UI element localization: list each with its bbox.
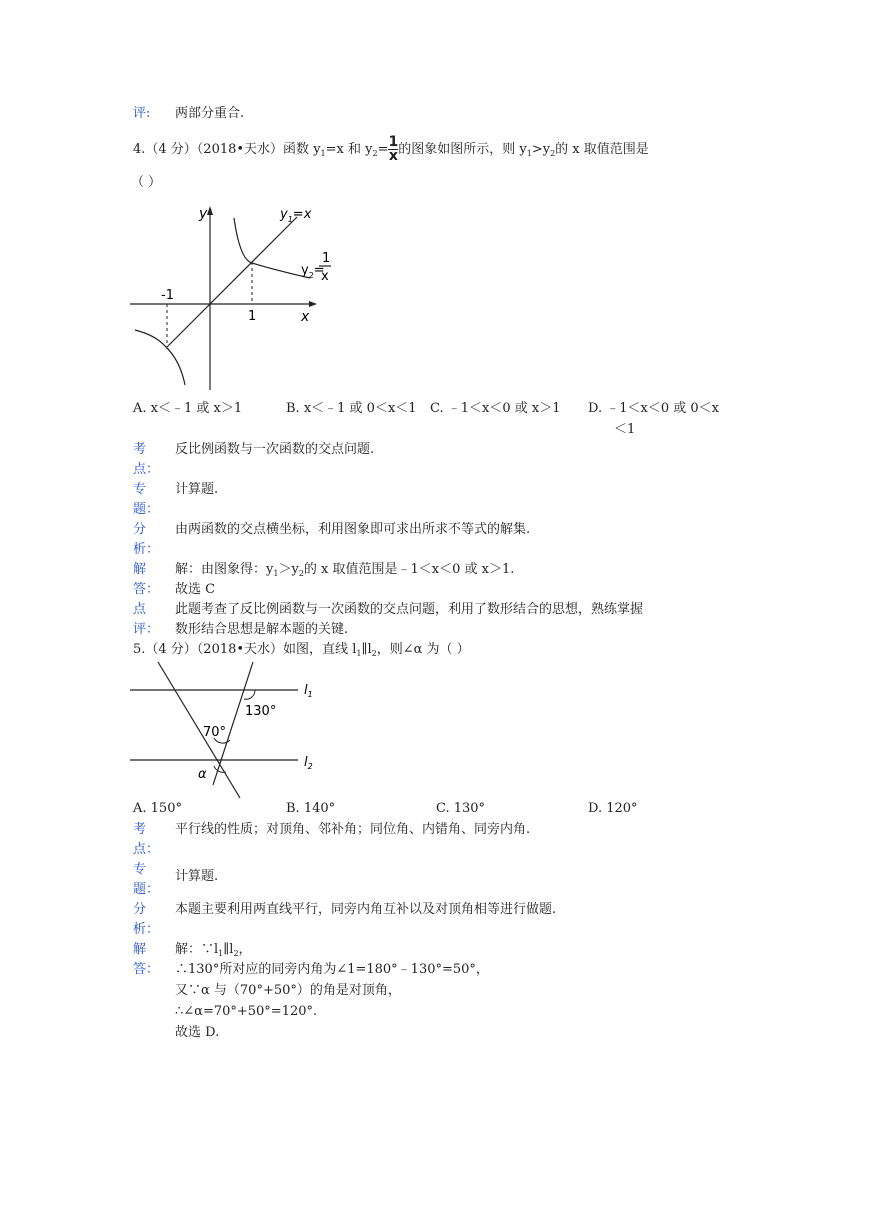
q5-zhuanti-text: 计算题. bbox=[175, 869, 219, 884]
curve-label: $y_2=$ bbox=[301, 263, 325, 280]
q4-jieda-line2: 故选 C bbox=[175, 582, 216, 597]
line-label: $y_1=x$ bbox=[280, 207, 312, 224]
q4-stem: 4.（4 分）（2018•天水）函数 $y_1=x$ 和 $y_2=$ $\frac{1}{x}$ 的图象如图所示，则 $y_1>y_2$的 x 取值范围是 bbox=[133, 134, 649, 164]
q5-stem: 5.（4 分）（2018•天水）如图，直线 $l_1\parallel l_2$，则∠α 为（ ） bbox=[133, 642, 470, 658]
label-70-degrees: 70° bbox=[203, 725, 227, 740]
q5-fenxi-label2: 析： bbox=[133, 922, 160, 937]
q5-kaodian-label: 考 bbox=[133, 822, 147, 837]
q4-dianping-label2: 评： bbox=[133, 622, 160, 637]
q5-jieda-line1: 解：$\because l_1\parallel l_2$， bbox=[175, 942, 252, 958]
q5-jieda-line2: ∴130°所对应的同旁内角为∠1=180°﹣130°=50°， bbox=[175, 962, 489, 977]
q5-kaodian-label2: 点： bbox=[133, 842, 160, 857]
label-alpha: α bbox=[198, 767, 207, 782]
q4-fenxi-label: 分 bbox=[133, 522, 147, 537]
hyperbola-branch-left bbox=[135, 330, 185, 385]
q4-function-graph bbox=[125, 200, 340, 395]
q5-option-c: C. 130° bbox=[436, 801, 486, 816]
q4-zhuanti-label: 专 bbox=[133, 482, 147, 497]
transversal-right bbox=[213, 662, 253, 785]
tick-label-1: 1 bbox=[248, 309, 257, 324]
q5-jieda-label2: 答： bbox=[133, 962, 160, 977]
q5-fenxi-label: 分 bbox=[133, 902, 147, 917]
q5-jieda-line5: 故选 D. bbox=[175, 1025, 220, 1040]
q4-kaodian-label: 考 bbox=[133, 442, 147, 457]
q5-option-b: B. 140° bbox=[286, 801, 336, 816]
label-130-degrees: 130° bbox=[245, 704, 277, 719]
q4-zhuanti-label2: 题： bbox=[133, 502, 160, 517]
x-axis-arrow-icon bbox=[309, 301, 317, 307]
q5-zhuanti-label2: 题： bbox=[133, 882, 160, 897]
q5-option-a: A. 150° bbox=[133, 801, 182, 816]
q4-jieda-line1: 解：由图象得：$y_1>y_2$的 x 取值范围是﹣1＜x＜0 或 x＞1. bbox=[175, 562, 515, 578]
q4-fenxi-label2: 析： bbox=[133, 542, 160, 557]
q5-jieda-line4: ∴∠α=70°+50°=120°. bbox=[175, 1004, 318, 1019]
q4-option-c: C. ﹣1＜x＜0 或 x＞1 bbox=[430, 401, 561, 416]
fraction-1-over-x: $\frac{1}{x}$ bbox=[388, 134, 399, 164]
q4-fenxi-text: 由两函数的交点横坐标，利用图象即可求出所求不等式的解集. bbox=[175, 522, 531, 537]
arc-130 bbox=[244, 690, 255, 699]
y-axis-label: y bbox=[199, 206, 208, 222]
q5-option-d: D. 120° bbox=[588, 801, 638, 816]
q4-dianping-label: 点 bbox=[133, 602, 147, 617]
q4-zhuanti-text: 计算题. bbox=[175, 482, 219, 497]
q5-kaodian-text: 平行线的性质；对顶角、邻补角；同位角、内错角、同旁内角. bbox=[175, 822, 531, 837]
curve-frac-den: x bbox=[321, 269, 329, 284]
q4-option-d-cont: ＜1 bbox=[614, 422, 636, 437]
q4-option-d: D. ﹣1＜x＜0 或 0＜x bbox=[588, 401, 719, 416]
y-axis-arrow-icon bbox=[207, 206, 213, 215]
q4-kaodian-text: 反比例函数与一次函数的交点问题. bbox=[175, 442, 375, 457]
review-label: 评: bbox=[133, 106, 151, 121]
q4-option-b: B. x＜﹣1 或 0＜x＜1 bbox=[286, 401, 417, 416]
q4-kaodian-label2: 点： bbox=[133, 462, 160, 477]
q4-option-a: A. x＜﹣1 或 x＞1 bbox=[133, 401, 243, 416]
q4-dianping-line2: 数形结合思想是解本题的关键. bbox=[175, 622, 349, 637]
q4-jieda-label2: 答： bbox=[133, 582, 160, 597]
q4-dianping-line1: 此题考查了反比例函数与一次函数的交点问题，利用了数形结合的思想，熟练掌握 bbox=[175, 602, 644, 617]
q5-zhuanti-label: 专 bbox=[133, 862, 147, 877]
curve-frac-num: 1 bbox=[322, 251, 331, 266]
q4-answer-paren: （ ） bbox=[131, 175, 162, 190]
x-axis-label: x bbox=[301, 309, 310, 325]
line-y1 bbox=[167, 217, 297, 347]
q5-jieda-label: 解 bbox=[133, 942, 147, 957]
q4-jieda-label: 解 bbox=[133, 562, 147, 577]
label-l1: $l_1$ bbox=[304, 683, 313, 699]
review-text: 两部分重合. bbox=[175, 106, 245, 121]
label-l2: $l_2$ bbox=[304, 755, 313, 771]
q5-jieda-line3: 又∵α 与（70°+50°）的角是对顶角， bbox=[175, 983, 401, 998]
q5-fenxi-text: 本题主要利用两直线平行，同旁内角互补以及对顶角相等进行做题. bbox=[175, 902, 557, 917]
q5-parallel-lines-figure bbox=[128, 660, 328, 800]
tick-label-neg1: -1 bbox=[161, 288, 174, 303]
